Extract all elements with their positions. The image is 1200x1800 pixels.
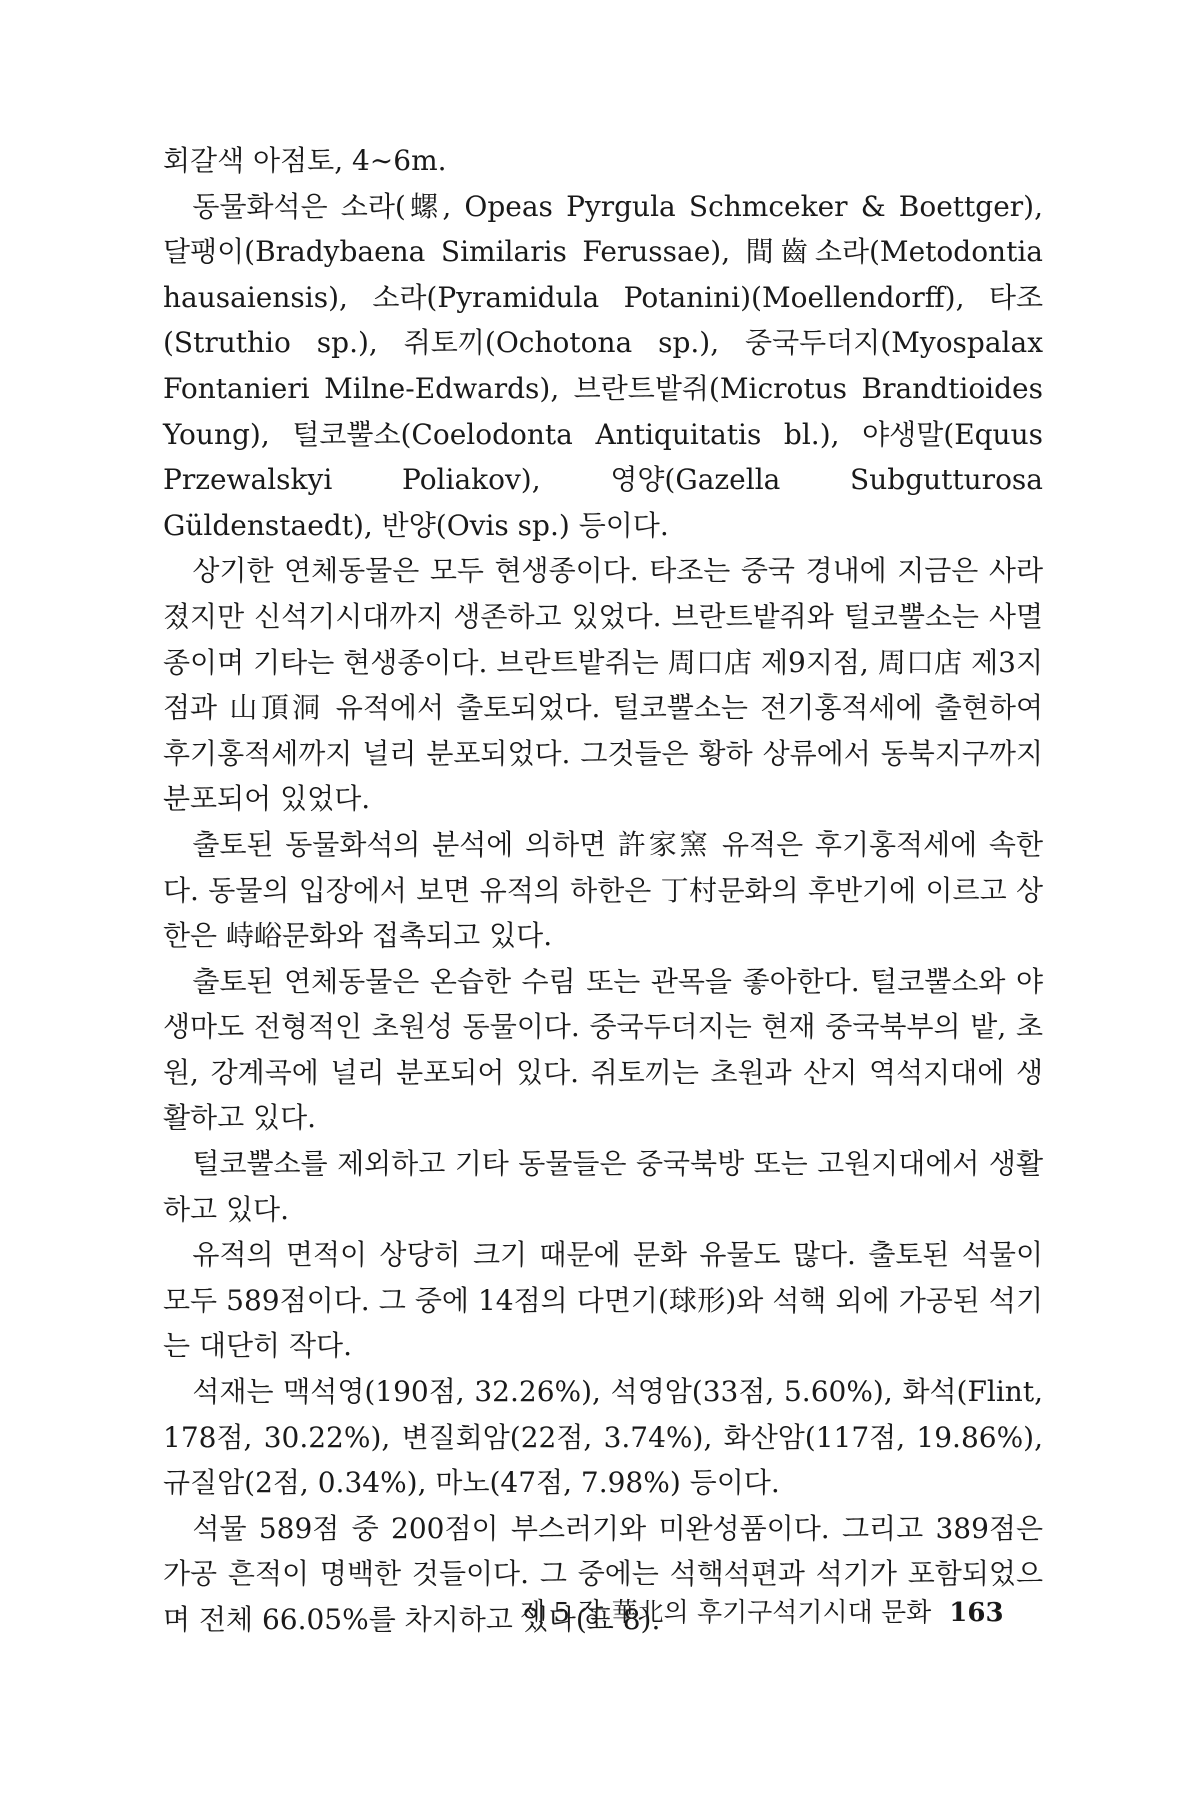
paragraph-animal-fossils: 동물화석은 소라(螺, Opeas Pyrgula Schmceker & Boettger), 달팽이(Bradybaena Similaris Ferussae), 間齒소라(Metodontia hausaiensis), 소라(Pyramidula Potanini)(Moellendorff), 타조(Struthio sp.), 쥐토끼(Ochotona sp.), 중국두더지(Myospalax Fontanieri Milne-Edwards), 브란트밭쥐(Microtus Brandtioides Young), 털코뿔소(Coelodonta Antiquitatis bl.), 야생말(Equus Przewalskyi Poliakov), 영양(Gazella Subgutturosa Güldenstaedt), 반양(Ovis sp.) 등이다. — [163, 189, 1043, 542]
paragraph-artifacts: 유적의 면적이 상당히 크기 때문에 문화 유물도 많다. 출토된 석물이 모두 589점이다. 그 중에 14점의 다면기(球形)와 석핵 외에 가공된 석기는 대단히 작다. — [163, 1238, 1043, 1363]
paragraph-dating: 출토된 동물화석의 분석에 의하면 許家窯 유적은 후기홍적세에 속한다. 동물의 입장에서 보면 유적의 하한은 丁村문화의 후반기에 이르고 상한은 峙峪문화와 접촉되고 있다. — [163, 827, 1043, 953]
paragraph-stone-tools: 석물 589점 중 200점이 부스러기와 미완성품이다. 그리고 389점은 가공 흔적이 명백한 것들이다. 그 중에는 석핵석편과 석기가 포함되었으며 전체 66.05%를 차지하고 있다(표 8). — [163, 1511, 1043, 1636]
paragraph-species-status: 상기한 연체동물은 모두 현생종이다. 타조는 중국 경내에 지금은 사라졌지만 신석기시대까지 생존하고 있었다. 브란트밭쥐와 털코뿔소는 사멸종이며 기타는 현생종이다. 브란트밭쥐는 周口店 제9지점, 周口店 제3지점과 山頂洞 유적에서 출토되었다. 털코뿔소는 전기홍적세에 출현하여 후기홍적세까지 널리 분포되었다. 그것들은 황하 상류에서 동북지구까지 분포되어 있었다. — [163, 554, 1043, 816]
paragraph-continued: 회갈색 아점토, 4∼6m. — [163, 144, 447, 177]
paragraph-habitat: 출토된 연체동물은 온습한 수림 또는 관목을 좋아한다. 털코뿔소와 야생마도 전형적인 초원성 동물이다. 중국두더지는 현재 중국북부의 밭, 초원, 강계곡에 널리 분포되어 있다. 쥐토끼는 초원과 산지 역석지대에 생활하고 있다. — [163, 964, 1043, 1135]
chapter-title: 제 5 장 華北의 후기구석기시대 문화 — [520, 1598, 932, 1628]
page-body — [163, 138, 1043, 1643]
running-footer — [520, 1592, 1020, 1629]
paragraph-raw-materials: 석재는 맥석영(190점, 32.26%), 석영암(33점, 5.60%), 화석(Flint, 178점, 30.22%), 변질회암(22점, 3.74%), 화산암(117점, 19.86%), 규질암(2점, 0.34%), 마노(47점, 7.98%) 등이다. — [163, 1375, 1043, 1500]
page-number: 163 — [949, 1598, 1004, 1628]
paragraph-habitat-north: 털코뿔소를 제외하고 기타 동물들은 중국북방 또는 고원지대에서 생활하고 있다. — [163, 1147, 1043, 1226]
